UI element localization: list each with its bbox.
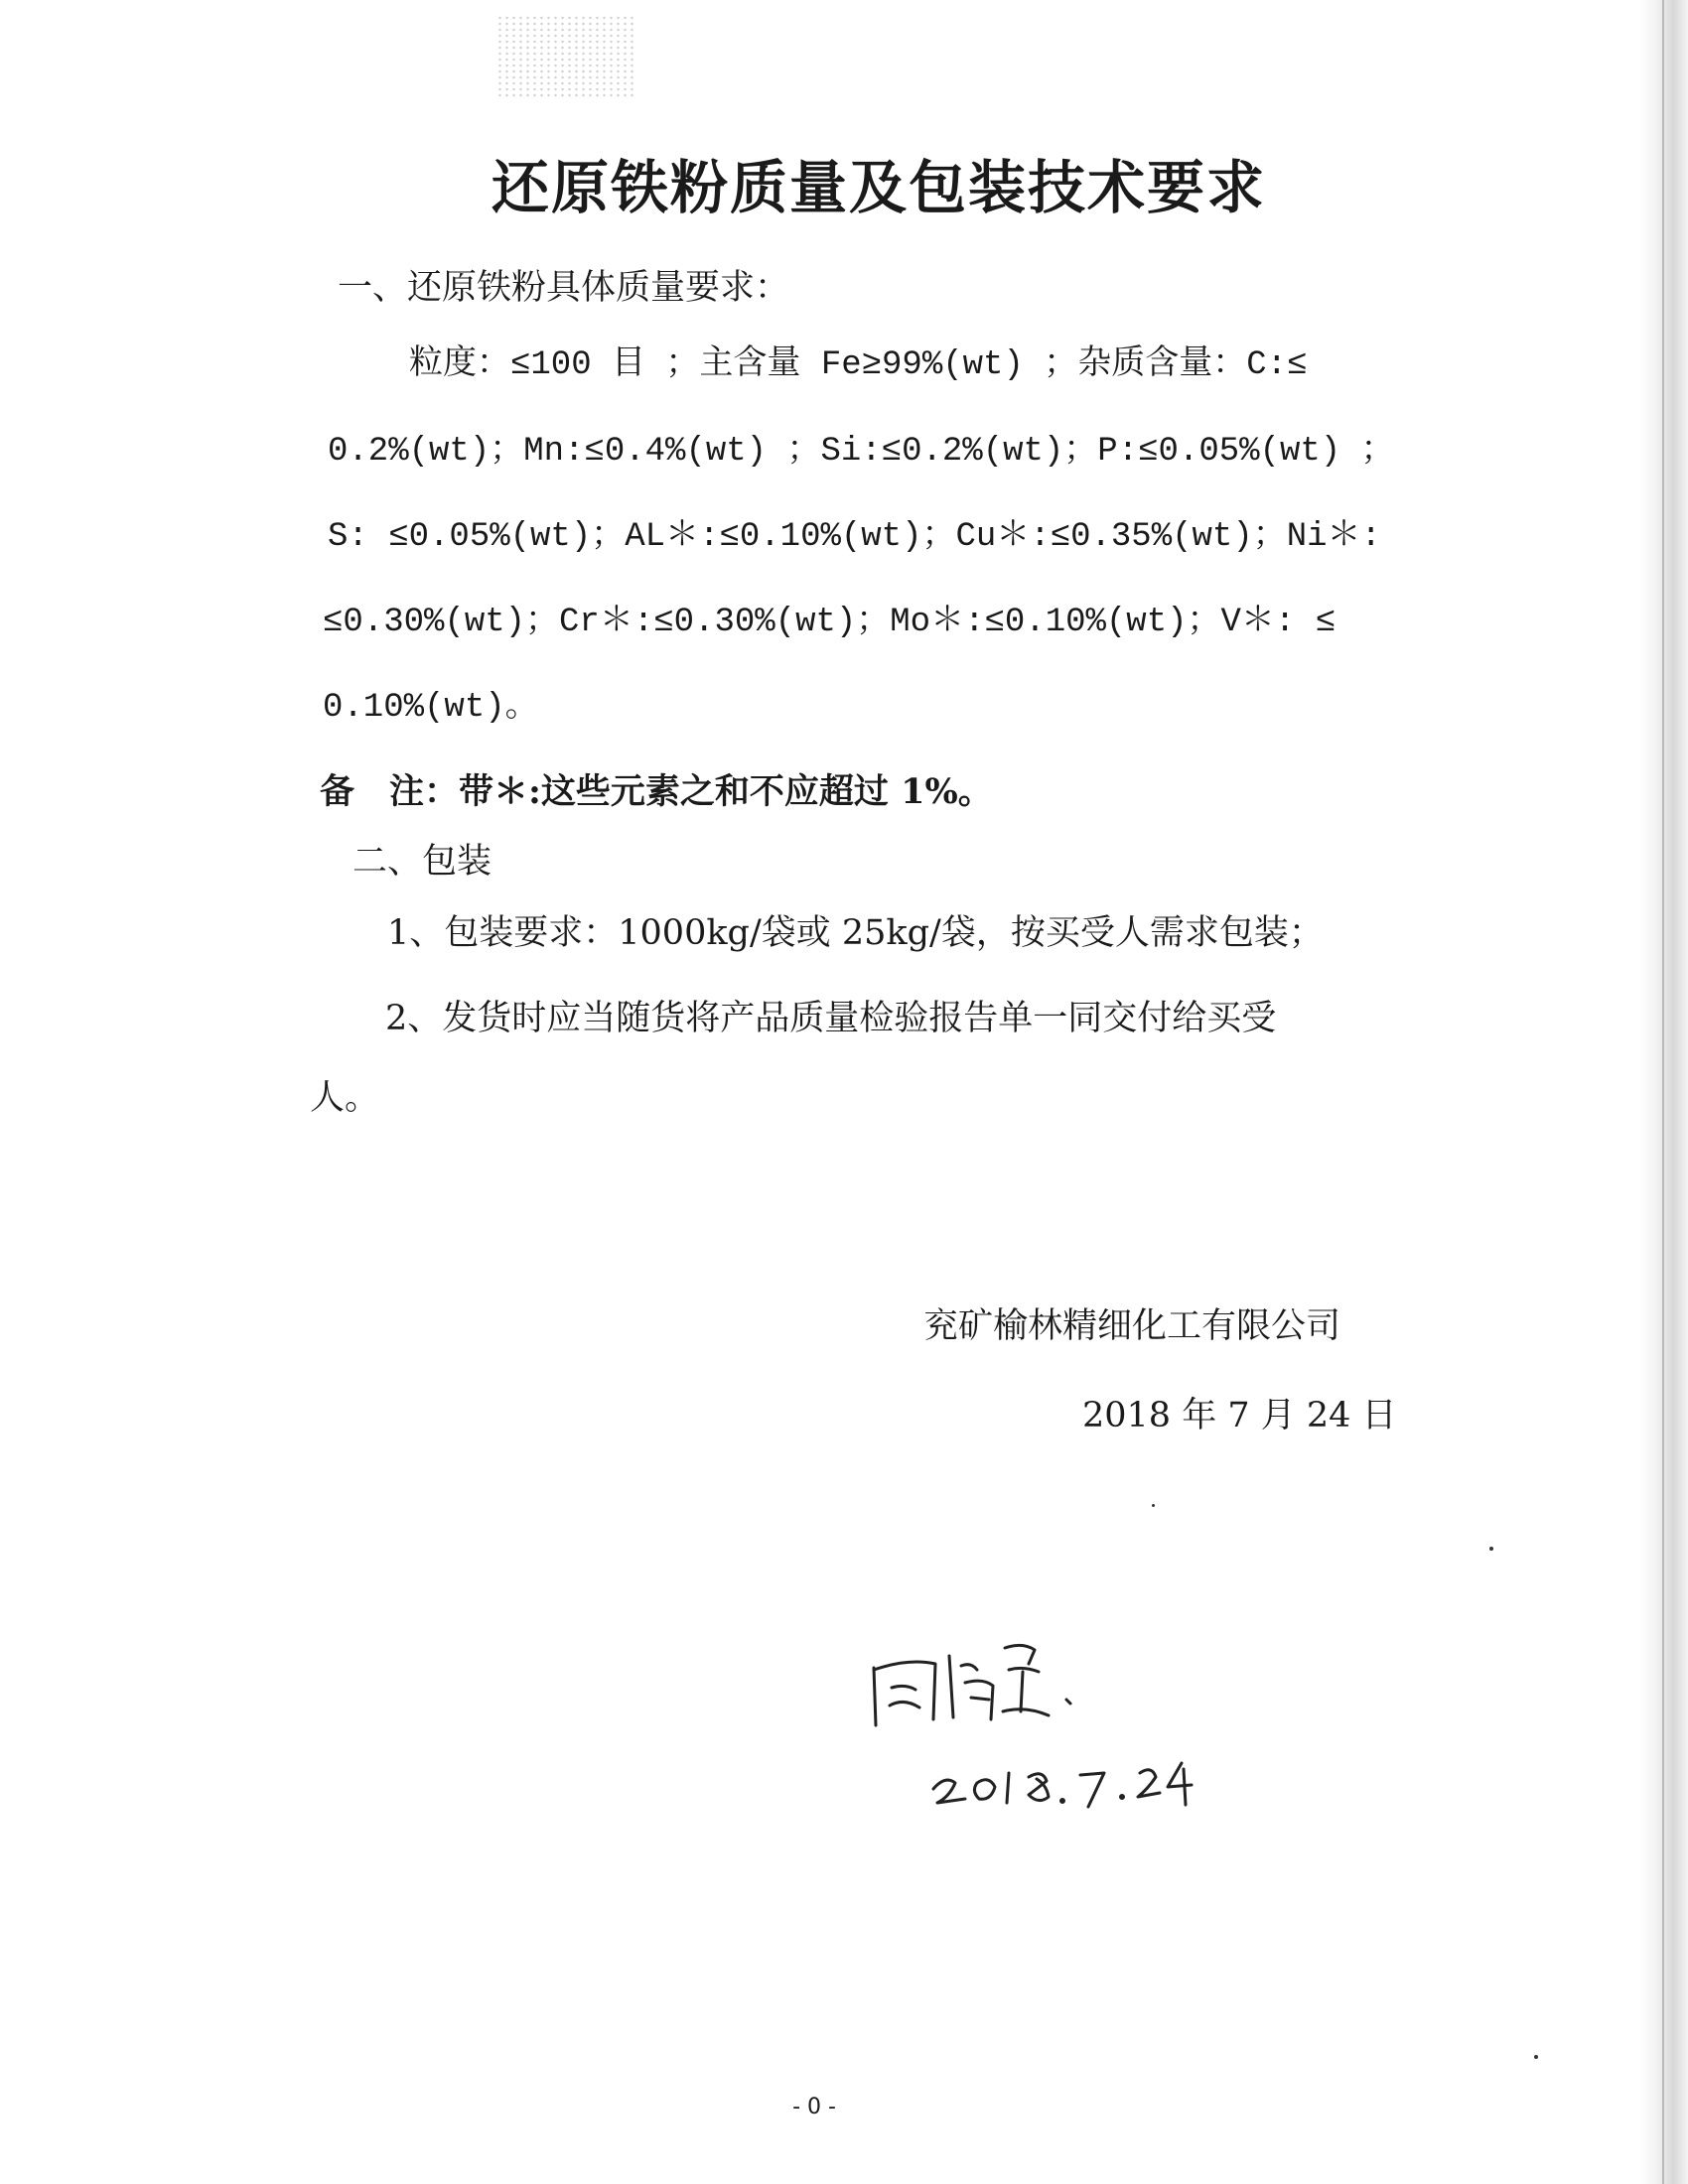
packaging-item-2-continued: 人。 xyxy=(310,1078,380,1118)
quality-line-5: 0.10%(wt)。 xyxy=(323,689,539,727)
document-title: 还原铁粉质量及包装技术要求 xyxy=(491,154,1266,221)
page-number: - 0 - xyxy=(792,2095,836,2119)
quality-line-3: S: ≤0.05%(wt)；AL＊:≤0.10%(wt)；Cu＊:≤0.35%(wt)；Ni＊: xyxy=(328,518,1381,556)
remark-note: 备 注：带＊:这些元素之和不应超过 1%。 xyxy=(320,771,993,812)
packaging-item-1: 1、包装要求：1000kg/袋或 25kg/袋，按买受人需求包装； xyxy=(387,913,1324,953)
packaging-item-2: 2、发货时应当随货将产品质量检验报告单一同交付给买受 xyxy=(385,999,1277,1038)
handwritten-signature xyxy=(854,1608,1271,1827)
section1-heading: 一、还原铁粉具体质量要求： xyxy=(338,268,790,308)
scan-dot xyxy=(1534,2055,1538,2059)
document-date: 2018 年 7 月 24 日 xyxy=(1082,1396,1397,1435)
scan-dot xyxy=(1152,1504,1155,1507)
quality-line-1: 粒度：≤100 目 ；主含量 Fe≥99%(wt) ；杂质含量：C:≤ xyxy=(409,346,1308,384)
quality-line-2: 0.2%(wt)；Mn:≤0.4%(wt) ；Si:≤0.2%(wt)；P:≤0.05%(wt) ； xyxy=(328,433,1395,471)
company-name: 兖矿榆林精细化工有限公司 xyxy=(923,1306,1341,1346)
scan-edge-shadow xyxy=(1640,0,1688,2184)
scan-dot xyxy=(1489,1547,1493,1551)
quality-line-4: ≤0.30%(wt)；Cr＊:≤0.30%(wt)；Mo＊:≤0.10%(wt)；V＊: ≤ xyxy=(323,604,1336,641)
scan-noise xyxy=(496,15,635,99)
section2-heading: 二、包装 xyxy=(352,842,492,882)
